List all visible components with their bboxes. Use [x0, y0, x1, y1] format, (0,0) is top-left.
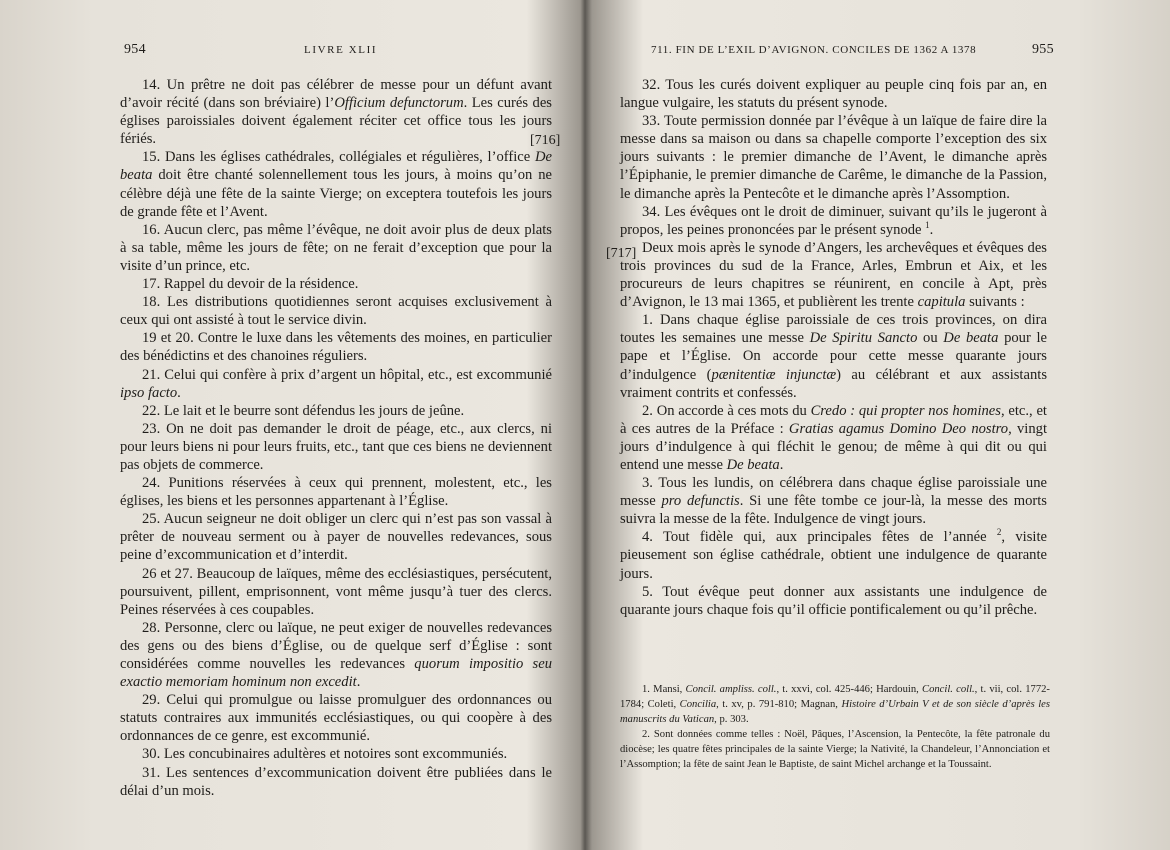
paragraph [120, 221, 552, 275]
text-run: 30. Les concubinaires adultères et notoires sont excommuniés. [142, 746, 508, 763]
paragraph [120, 329, 552, 365]
italic-text: De beata [943, 330, 999, 347]
italic-text: Concil. ampliss. coll. [685, 684, 777, 695]
text-run: 17. Rappel du devoir de la résidence. [142, 276, 359, 293]
text-run: 2. Sont données comme telles : Noël, Pâques, l’Ascension, la Pentecôte, la fête patronale du diocèse; les quatre fêtes principales de la sainte Vierge; la Nativité, la Chandeleur, l’Annonciation et l’Assomption; la fête de saint Jean le Baptiste, de saint Michel archange et la Toussaint. [620, 729, 1050, 770]
text-run: 21. Celui qui confère à prix d’argent un hôpital, etc., est excommunié [142, 366, 552, 383]
paragraph [120, 366, 552, 402]
italic-text: De beata [726, 456, 780, 473]
text-run: 22. Le lait et le beurre sont défendus les jours de jeûne. [142, 402, 465, 419]
paragraph [120, 148, 552, 220]
italic-text: ipso facto [120, 384, 178, 401]
paragraph [120, 510, 552, 564]
text-run: 25. Aucun seigneur ne doit obliger un clerc qui n’est pas son vassal à prêter de nouveau serment ou à payer de nouvelles redevances, sous peine d’excommunication et d’interdit. [120, 511, 552, 564]
text-run: 26 et 27. Beaucoup de laïques, même des ecclésiastiques, persécutent, poursuivent, pillent, emprisonnent, vont même jusqu’à tuer des clercs. Peines réservées à ces coupables. [120, 565, 552, 618]
paragraph [620, 76, 1047, 112]
text-run: ou [917, 330, 944, 347]
text-run: Deux mois après le synode d’Angers, les archevêques et évêques des trois provinces du sud de la France, Arles, Embrun et Aix, et les procureurs de leurs chapitres se réunirent, en concile à Apt, près d’Avignon, le 13 mai 1365, et publièrent les trente [620, 239, 1047, 311]
page-number: 954 [124, 42, 146, 57]
running-title: LIVRE XLII [304, 44, 378, 56]
text-run: 16. Aucun clerc, pas même l’évêque, ne doit avoir plus de deux plats à sa table, même les jours de fête; on ne ferait d’exception que pour la visite d’un prince, etc. [120, 221, 552, 274]
footnote-ref: 1 [925, 219, 930, 230]
text-run: 18. Les distributions quotidiennes seront acquises exclusivement à ceux qui ont assisté à tout le service divin. [120, 294, 552, 329]
margin-page-reference: [716] [530, 133, 561, 148]
paragraph [120, 293, 552, 329]
paragraph [120, 402, 552, 420]
text-run: 15. Dans les églises cathédrales, collégiales et régulières, l’office [142, 149, 535, 166]
italic-text: De Spiritu Sancto [809, 330, 918, 347]
text-run: 1. Mansi, [642, 684, 686, 695]
paragraph [120, 691, 552, 745]
paragraph [620, 583, 1047, 619]
text-run: 34. Les évêques ont le droit de diminuer, suivant qu’ils le jugeront à propos, les peines prononcées par le présent synode [620, 203, 1047, 238]
paragraph [620, 112, 1047, 202]
text-run: 33. Toute permission donnée par l’évêque à un laïque de faire dire la messe dans sa maison ou dans sa chapelle comporte l’exception des six jours suivants : le premier dimanche de l’Avent, le dimanche après l’Épiphanie, le premier dimanche de Carême, le dimanche de la Passion, le dimanche après la Pentecôte et le dimanche après l’Assomption. [620, 113, 1047, 202]
text-run: 31. Les sentences d’excommunication doivent être publiées dans le délai d’un mois. [120, 764, 552, 799]
italic-text: capitula [917, 294, 966, 311]
italic-text: Histoire d’Urbain V et de son siècle d’après les manuscrits du Vatican [620, 699, 1050, 725]
paragraph [120, 76, 552, 148]
page-number: 955 [1032, 42, 1054, 57]
paragraph [620, 402, 1047, 474]
paragraph [120, 275, 552, 293]
text-run: 32. Tous les curés doivent expliquer au peuple cinq fois par an, en langue vulgaire, les statuts du présent synode. [620, 77, 1047, 112]
text-run: 5. Tout évêque peut donner aux assistants une indulgence de quarante jours chaque fois qu’il officie pontificalement ou qu’il prêche. [620, 583, 1047, 618]
italic-text: Credo : qui propter nos homines [810, 402, 1001, 419]
paragraph [620, 311, 1047, 401]
text-run: , etc., et à ces autres de la Préface : [620, 402, 1047, 437]
left-page-body [120, 76, 552, 800]
italic-text: Gratias agamus Domino Deo nostro [788, 420, 1009, 437]
text-run: 14. Un prêtre ne doit pas célébrer de messe pour un défunt avant d’avoir récité (dans son bréviaire) l’ [120, 77, 552, 112]
text-run: doit être chanté solennellement tous les jours, à moins qu’on ne célèbre déjà une fête de la sainte Vierge; on exceptera toutefois les jours de grande fête et l’Avent. [120, 167, 552, 220]
text-run: 29. Celui qui promulgue ou laisse promulguer des ordonnances ou statuts contraires aux immunités ecclésiastiques, ou qui coopère à des ordonnances de ce genre, est excommunié. [120, 692, 552, 745]
text-run: 28. Personne, clerc ou laïque, ne peut exiger de nouvelles redevances des gens ou des biens d’Église, ou de quelque serf d’Église : sont considérées comme nouvelles les redevances [120, 619, 552, 672]
text-run: pour le pape et l’Église. On accorde pour cette messe quarante jours d’indulgence ( [620, 330, 1048, 383]
text-run: , visite pieusement son église cathédrale, obtient une indulgence de quarante jours. [620, 529, 1047, 582]
right-page [585, 0, 1170, 850]
text-run: 24. Punitions réservées à ceux qui prennent, molestent, etc., les églises, les biens et les personnes appartenant à l’Église. [120, 475, 552, 510]
italic-text: Concilia [679, 699, 717, 710]
paragraph [120, 565, 552, 619]
paragraph [620, 474, 1047, 528]
italic-text: pro defunctis [661, 493, 740, 510]
text-run: , t. vii, col. 1772-1784; Coleti, [620, 684, 1050, 710]
paragraph [620, 239, 1047, 311]
text-run: 2. On accorde à ces mots du [642, 402, 811, 419]
italic-text: pænitentiæ injunctæ [711, 366, 837, 383]
text-run: . [356, 674, 361, 691]
paragraph [120, 745, 552, 763]
text-run: , t. xv, p. 791-810; Magnan, [716, 699, 842, 710]
italic-text: Concil. coll. [922, 684, 975, 695]
paragraph [620, 528, 1047, 582]
text-run: . [779, 456, 784, 473]
text-run: . Les curés des églises paroissiales doivent également réciter cet office tous les jours fériés. [120, 95, 552, 148]
right-page-body [620, 76, 1047, 619]
italic-text: quorum impositio seu exactio memoriam hominum non excedit [120, 656, 553, 691]
text-run: suivants : [965, 294, 1025, 311]
paragraph [620, 203, 1047, 239]
text-run: 4. Tout fidèle qui, aux principales fêtes de l’année [642, 529, 997, 546]
text-run: 3. Tous les lundis, on célébrera dans chaque église paroissiale une messe [620, 475, 1047, 510]
text-run: , t. xxvi, col. 425-446; Hardouin, [776, 684, 923, 695]
text-run: . [929, 221, 934, 238]
footnotes [620, 682, 1050, 772]
footnote-ref: 2 [996, 527, 1002, 538]
footnote [620, 682, 1050, 727]
running-title: 711. FIN DE L’EXIL D’AVIGNON. CONCILES DE 1362 A 1378 [651, 44, 977, 56]
paragraph [120, 619, 552, 691]
text-run: 19 et 20. Contre le luxe dans les vêtements des moines, en particulier des bénédictins et des chanoines réguliers. [120, 330, 552, 365]
text-run: . Si une fête tombe ce jour-là, la messe des morts suivra la messe de la fête. Indulgence de vingt jours. [620, 493, 1047, 528]
text-run: 1. Dans chaque église paroissiale de ces trois provinces, on dira toutes les semaines une messe [620, 312, 1047, 347]
paragraph [120, 474, 552, 510]
text-run: . [177, 384, 181, 401]
italic-text: De beata [120, 149, 552, 184]
paragraph [120, 420, 552, 474]
text-run: , p. 303. [714, 714, 749, 725]
italic-text: Officium defunctorum [334, 95, 464, 112]
margin-page-reference: [717] [606, 246, 637, 261]
footnote [620, 727, 1050, 772]
text-run: ) au célébrant et aux assistants vraiment contrits et confessés. [620, 366, 1047, 401]
text-run: 23. On ne doit pas demander le droit de péage, etc., aux clercs, ni pour leurs biens ni pour leurs fruits, etc., tant que ces biens ne deviennent pas objets de commerce. [120, 420, 552, 473]
text-run: , vingt jours d’indulgence à qui fléchit le genou; de même à qui dit ou qui entend une messe [620, 420, 1048, 473]
paragraph [120, 764, 552, 800]
